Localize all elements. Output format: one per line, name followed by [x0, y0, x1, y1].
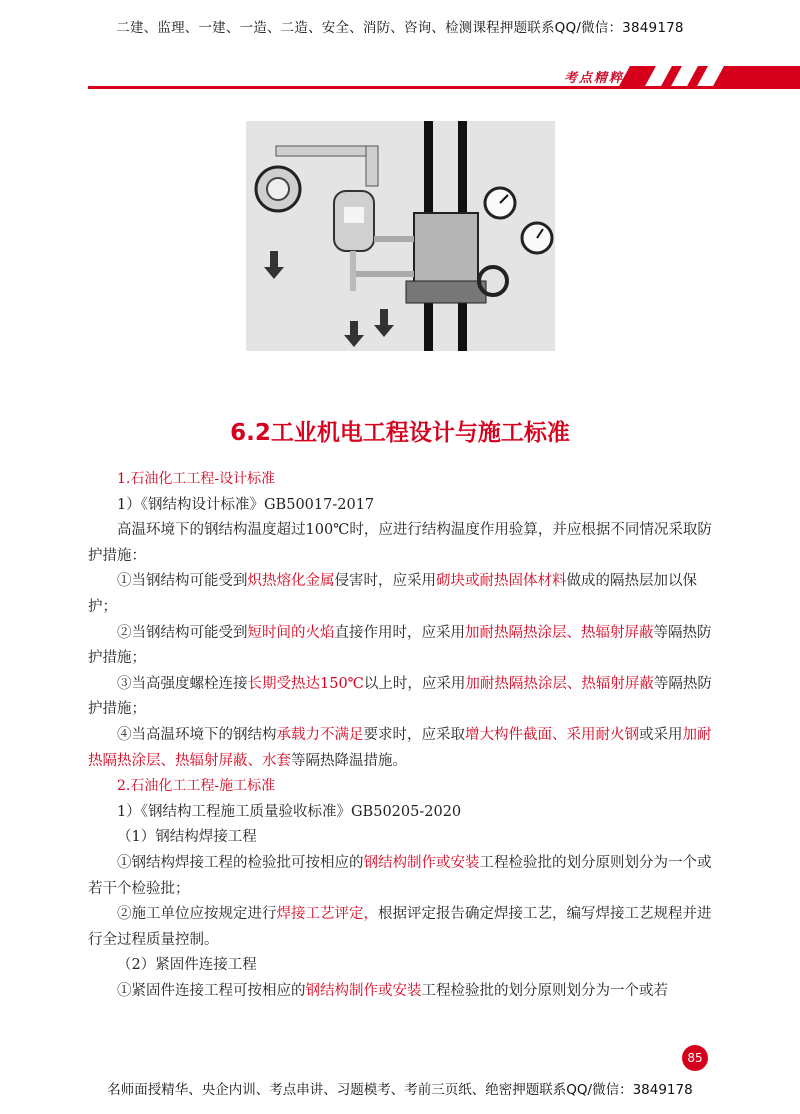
subsection-welding: （1）钢结构焊接工程	[117, 829, 257, 846]
standard-gb50205: 1）《钢结构工程施工质量验收标准》GB50205-2020	[117, 803, 462, 820]
welding-item-1: ①钢结构焊接工程的检验批可按相应的钢结构制作或安装工程检验批的划分原则划分为一个或若干个检验批；	[88, 854, 712, 897]
valve-diagram-icon	[246, 121, 555, 351]
item-3: ③当高强度螺栓连接长期受热达150℃以上时，应采用加耐热隔热涂层、热辐射屏蔽等隔热防护措施；	[88, 675, 712, 718]
welding-item-2: ②施工单位应按规定进行焊接工艺评定，根据评定报告确定焊接工艺，编写焊接工艺规程并进行全过程质量控制。	[88, 906, 712, 948]
standard-gb50017: 1）《钢结构设计标准》GB50017-2017	[117, 496, 375, 513]
bottom-banner: 名师面授精华、央企内训、考点串讲、习题模考、考前三页纸、绝密押题联系QQ/微信：3849178	[107, 1082, 693, 1098]
paragraph-intro: 高温环境下的钢结构温度超过100℃时，应进行结构温度作用验算，并应根据不同情况采取防护措施：	[88, 522, 712, 564]
top-banner: 二建、监理、一建、一造、二造、安全、消防、咨询、检测课程押题联系QQ/微信：3849178	[116, 20, 684, 36]
page-number-badge: 85	[682, 1045, 708, 1071]
heading-construction-standard: 2.石油化工工程-施工标准	[117, 778, 276, 795]
header-rule	[88, 86, 800, 89]
body-text	[88, 467, 718, 1004]
subsection-fastener: （2）紧固件连接工程	[117, 957, 257, 974]
valve-assembly-figure	[246, 121, 555, 351]
heading-design-standard: 1.石油化工工程-设计标准	[117, 471, 276, 487]
section-title: 6.2工业机电工程设计与施工标准	[230, 420, 570, 446]
brand-tag	[560, 66, 800, 88]
item-2: ②当钢结构可能受到短时间的火焰直接作用时，应采用加耐热隔热涂层、热辐射屏蔽等隔热防护措施；	[88, 624, 712, 667]
brand-label: 考点精粹	[563, 71, 624, 86]
item-4: ④当高温环境下的钢结构承载力不满足要求时，应采取增大构件截面、采用耐火钢或采用加耐热隔热涂层、热辐射屏蔽、水套等隔热降温措施。	[88, 726, 712, 769]
item-1: ①当钢结构可能受到炽热熔化金属侵害时，应采用砌块或耐热固体材料做成的隔热层加以保护；	[88, 573, 697, 615]
fastener-item-1: ①紧固件连接工程可按相应的钢结构制作或安装工程检验批的划分原则划分为一个或若	[117, 982, 668, 999]
